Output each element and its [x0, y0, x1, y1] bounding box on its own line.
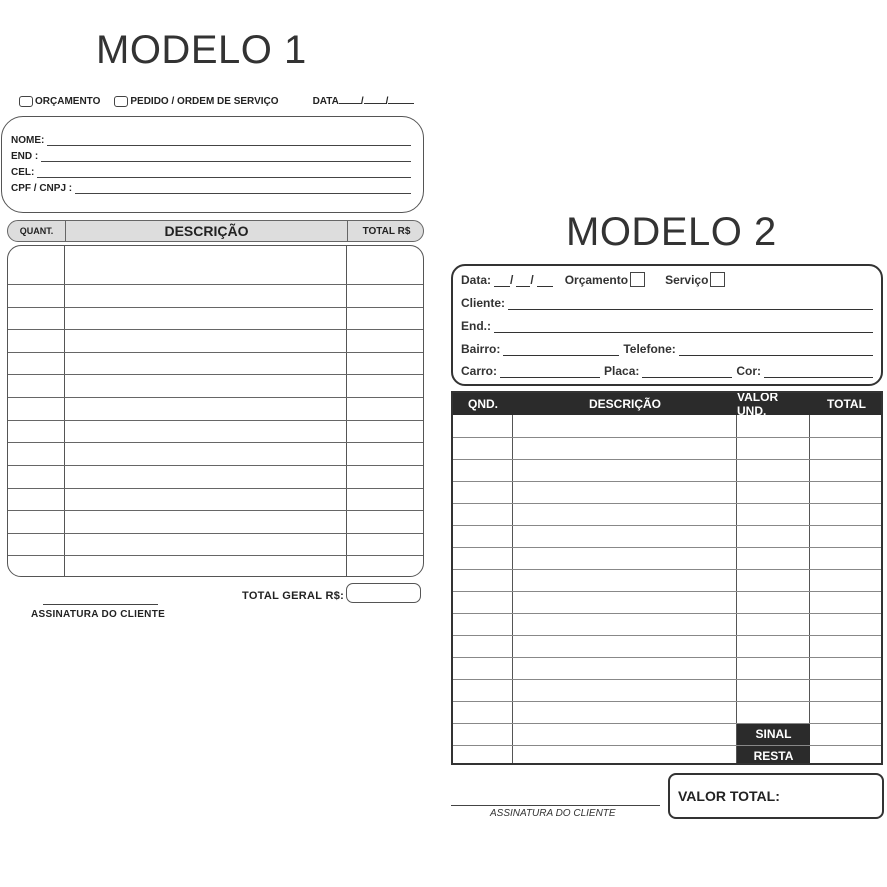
table-row-divider — [8, 307, 423, 308]
model2-table-header — [453, 391, 881, 418]
table-row-divider — [453, 459, 881, 460]
table-row-divider — [453, 437, 881, 438]
telefone-label: Telefone: — [623, 342, 676, 356]
model2-signature-label: ASSINATURA DO CLIENTE — [490, 808, 616, 819]
model1-date-field[interactable]: DATA / / — [313, 95, 415, 107]
model1-client-box — [1, 116, 424, 213]
table-row-divider — [8, 352, 423, 353]
model2-client-box — [451, 264, 883, 386]
cor-label: Cor: — [736, 364, 762, 378]
model2-top-row: Data: / / Orçamento Serviço — [461, 273, 873, 287]
bairro-label: Bairro: — [461, 342, 501, 356]
table-row-divider — [8, 374, 423, 375]
cor-input[interactable] — [764, 366, 873, 378]
end-label: END : — [11, 151, 39, 162]
table-row-divider — [8, 442, 423, 443]
placa-input[interactable] — [642, 366, 732, 378]
model1-table-header — [7, 220, 424, 242]
table-row-divider — [453, 525, 881, 526]
table-row-divider — [453, 547, 881, 548]
bairro-telefone-row — [461, 342, 873, 356]
table-row-divider — [453, 723, 881, 724]
col-total-2: TOTAL — [827, 397, 866, 411]
table-row-divider — [8, 533, 423, 534]
table-row-divider — [453, 481, 881, 482]
table-row-divider — [453, 679, 881, 680]
nome-label: NOME: — [11, 135, 45, 146]
table-row-divider — [453, 503, 881, 504]
model2-signature-line — [451, 805, 660, 806]
end-field[interactable] — [11, 151, 411, 162]
model2-servico-label: Serviço — [665, 273, 709, 287]
col-descricao-2: DESCRIÇÃO — [588, 397, 661, 411]
table-row-divider — [453, 701, 881, 702]
model1-doc-type-row — [19, 95, 414, 107]
model2-orcamento-checkbox[interactable] — [630, 272, 645, 287]
col-quant: QUANT. — [8, 221, 66, 241]
orcamento-label: ORÇAMENTO — [35, 95, 101, 107]
cliente-label: Cliente: — [461, 296, 506, 310]
model1-title: MODELO 1 — [96, 28, 307, 72]
col-total: TOTAL R$ — [362, 225, 411, 237]
pedido-checkbox[interactable] — [114, 96, 128, 107]
model2-orcamento-label: Orçamento — [564, 273, 629, 287]
table-row-divider — [8, 397, 423, 398]
model2-items-table[interactable] — [451, 391, 883, 765]
cel-field[interactable] — [11, 167, 411, 178]
table-row-divider — [453, 613, 881, 614]
cpf-label: CPF / CNPJ : — [11, 183, 73, 194]
table-row-divider — [453, 745, 881, 746]
table-row-divider — [8, 329, 423, 330]
valor-total-label: VALOR TOTAL: — [678, 788, 780, 804]
carro-placa-cor-row — [461, 364, 873, 378]
model1-date-label: DATA — [312, 96, 339, 107]
cel-label: CEL: — [11, 167, 35, 178]
table-row-divider — [8, 284, 423, 285]
total-geral-label: TOTAL GERAL R$: — [242, 590, 345, 602]
model1-signature-line — [43, 604, 158, 605]
table-row-divider — [453, 569, 881, 570]
cliente-field[interactable] — [461, 296, 873, 310]
pedido-option[interactable] — [114, 96, 278, 107]
model2-date-label: Data: — [461, 273, 492, 287]
table-row-divider — [8, 488, 423, 489]
orcamento-option[interactable] — [19, 96, 100, 107]
bairro-input[interactable] — [503, 344, 619, 356]
table-row-divider — [453, 591, 881, 592]
cpf-field[interactable] — [11, 183, 411, 194]
total-geral-box[interactable] — [346, 583, 421, 603]
model1-items-table[interactable] — [7, 245, 424, 577]
col-valor-und: VALOR UND. — [737, 391, 779, 418]
model1-signature-label: ASSINATURA DO CLIENTE — [31, 609, 166, 620]
carro-input[interactable] — [500, 366, 600, 378]
sinal-cell: SINAL — [737, 723, 810, 745]
orcamento-checkbox[interactable] — [19, 96, 33, 107]
table-row-divider — [8, 420, 423, 421]
nome-field[interactable] — [11, 135, 411, 146]
table-row-divider — [453, 657, 881, 658]
valor-total-box[interactable] — [668, 773, 884, 819]
carro-label: Carro: — [461, 364, 498, 378]
table-row-divider — [8, 510, 423, 511]
telefone-input[interactable] — [679, 344, 873, 356]
pedido-label: PEDIDO / ORDEM DE SERVIÇO — [130, 95, 279, 107]
model2-title: MODELO 2 — [566, 210, 777, 254]
table-row-divider — [8, 555, 423, 556]
table-row-divider — [8, 465, 423, 466]
model2-servico-checkbox[interactable] — [710, 272, 725, 287]
resta-cell: RESTA — [737, 745, 810, 765]
placa-label: Placa: — [604, 364, 640, 378]
end2-label: End.: — [461, 319, 491, 333]
col-qnd: QND. — [468, 397, 498, 411]
table-row-divider — [453, 635, 881, 636]
end2-field[interactable] — [461, 319, 873, 333]
col-descricao: DESCRIÇÃO — [66, 221, 348, 241]
